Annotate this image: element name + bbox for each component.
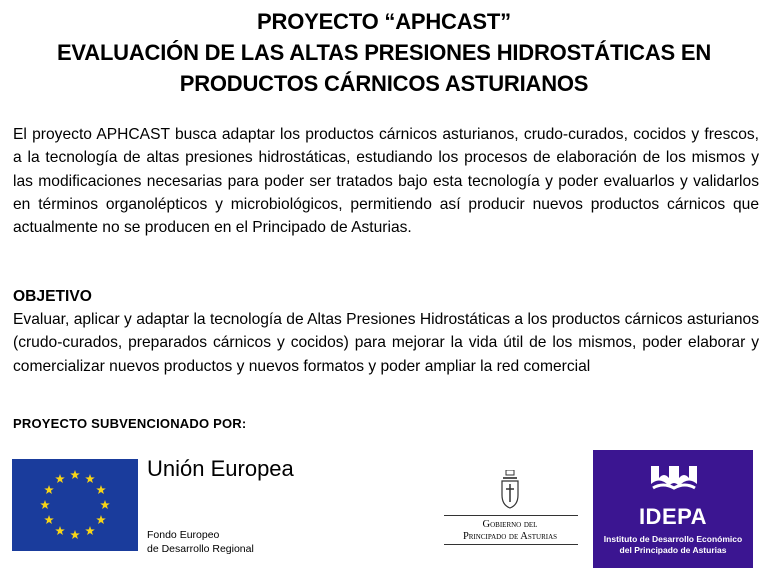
eu-name: Unión Europea bbox=[147, 456, 294, 481]
title-line-2: EVALUACIÓN DE LAS ALTAS PRESIONES HIDROSTÁTICAS EN bbox=[56, 40, 712, 65]
objective-heading: OBJETIVO bbox=[13, 288, 92, 305]
eu-star-icon bbox=[70, 530, 80, 539]
eu-fund-line-1: Fondo Europeo bbox=[147, 529, 220, 541]
idepa-mark-icon bbox=[649, 464, 699, 494]
eu-flag-icon bbox=[12, 459, 138, 551]
eu-star-icon bbox=[100, 500, 110, 509]
asturias-rule-bottom bbox=[444, 544, 578, 545]
asturias-rule-top bbox=[444, 515, 578, 516]
asturias-line-1: Gobierno del bbox=[482, 519, 538, 530]
eu-star-icon bbox=[55, 526, 65, 535]
eu-star-icon bbox=[55, 474, 65, 483]
eu-star-icon bbox=[96, 515, 106, 524]
asturias-logo bbox=[440, 470, 580, 550]
eu-star-icon bbox=[44, 485, 54, 494]
eu-star-icon bbox=[96, 485, 106, 494]
asturias-crest-icon bbox=[497, 470, 523, 510]
page-title bbox=[0, 6, 768, 99]
idepa-name: IDEPA bbox=[638, 504, 708, 529]
eu-logo bbox=[12, 456, 294, 559]
eu-fund-line-2: de Desarrollo Regional bbox=[147, 543, 254, 555]
idepa-logo bbox=[593, 450, 753, 568]
eu-star-icon bbox=[44, 515, 54, 524]
objective-paragraph: Evaluar, aplicar y adaptar la tecnología de Altas Presiones Hidrostáticas a los productos cárnicos asturianos (crudo-curados, preparados cárnicos y cocidos) para mejorar la vida útil de los mismos, poder elaborar y comercializar nuevos productos y nuevos formatos y poder ampliar la red comercial bbox=[13, 311, 759, 375]
eu-star-icon bbox=[40, 500, 50, 509]
idepa-subtitle-line-1: Instituto de Desarrollo Económico bbox=[603, 534, 743, 544]
eu-star-icon bbox=[85, 526, 95, 535]
asturias-line-2: Principado de Asturias bbox=[462, 531, 558, 542]
eu-star-icon bbox=[85, 474, 95, 483]
idepa-subtitle-line-2: del Principado de Asturias bbox=[619, 545, 727, 555]
title-line-1: PROYECTO “APHCAST” bbox=[257, 9, 511, 34]
intro-paragraph: El proyecto APHCAST busca adaptar los productos cárnicos asturianos, crudo-curados, cocidos y frescos, a la tecnología de altas presiones hidrostáticas, estudiando los procesos de elaboración de los mismos y las modificaciones necesarias para poder ser tratados bajo esta tecnología y poder evaluarlos y validarlos en términos organolépticos y microbiológicos, permitiendo así producir nuevos productos cárnicos que actualmente no se producen en el Principado de Asturias. bbox=[13, 126, 759, 237]
eu-star-icon bbox=[70, 470, 80, 479]
title-line-3: PRODUCTOS CÁRNICOS ASTURIANOS bbox=[179, 71, 589, 96]
funded-by-label: PROYECTO SUBVENCIONADO POR: bbox=[13, 416, 247, 431]
